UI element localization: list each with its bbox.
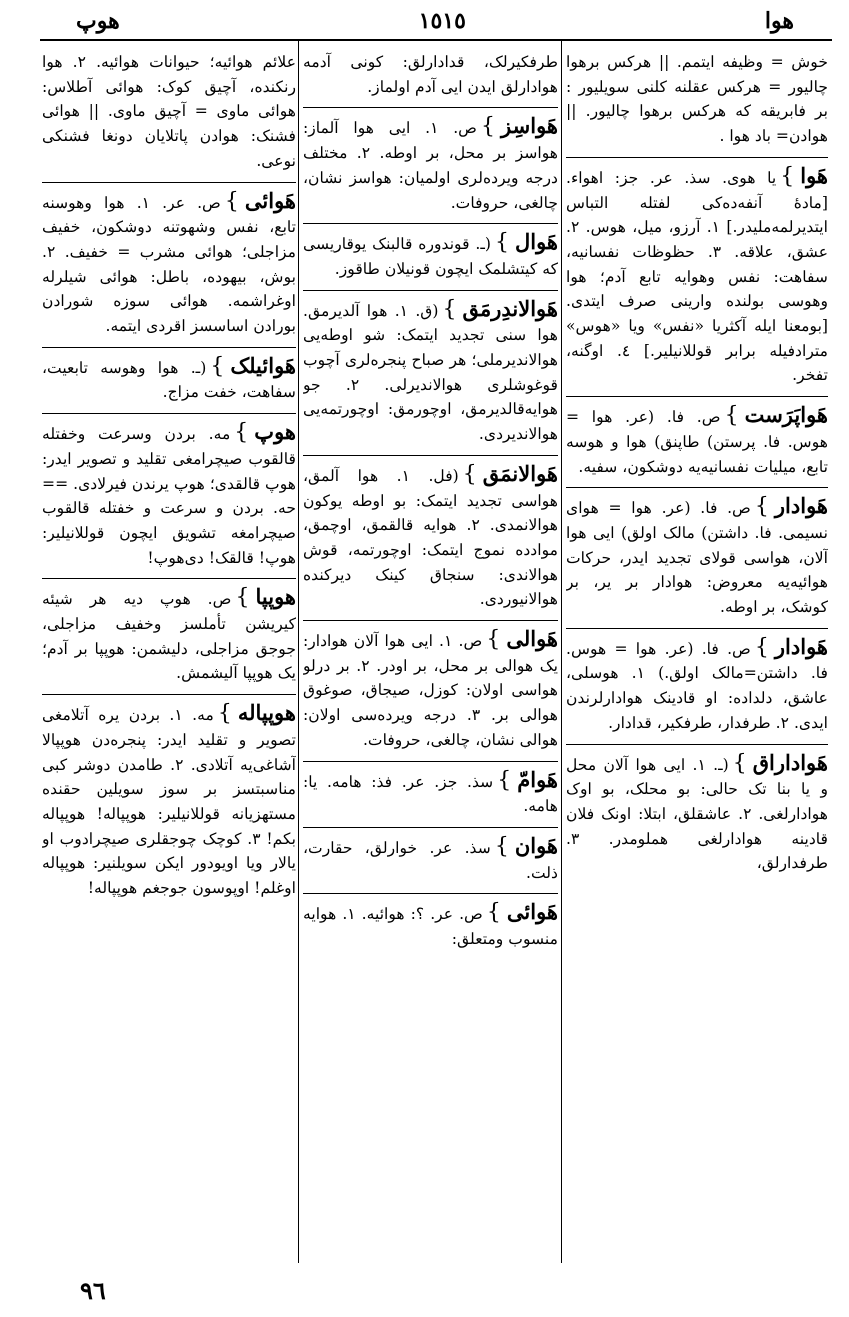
entry-headword: هَوا [800, 162, 828, 188]
entry-definition: خوش = وظیفه ایتمم. || هرکس برهوا چالیور = هرکس عقلنه کلنی سویلیور : بر فابریقه که هرکس برهوا چالیور. ||هوادن= باد هوا . [566, 53, 828, 146]
dictionary-entry [303, 290, 558, 447]
brace-glyph: } [210, 353, 225, 379]
brace-glyph: } [481, 114, 496, 140]
brace-glyph: } [754, 494, 769, 520]
entry-definition: طرفکیرلک، قدادارلق: کونی آدمه هوادارلق ایدن ایی آدم اولماز. [303, 53, 558, 96]
entry-definition: و تصویر ایدر: هوپ قالقدی؛ هوپ یرندن فیرلادی. == حه. بردن و سرعت و خفتله قالقوب صیچرامغه تشویق ایچون قوللانیلیر: هوپ! قالقک! دی‌هوپ! [42, 449, 296, 567]
entry-definition: ١. آرزو، میل، هوس. ٢. عشق، علاقه. ٣. حظوظات نفسانیه، سفاهت: نفس وهوایه تابع آدم؛ هوا وهوسی بولنده وارینی صرف ایتدی. [بومعنا ایله آکثریا «نفس» ویا «هوس» مترادفیله برابر قوللانیلیر.] ٤. اوگنه، تفخر. [566, 218, 828, 385]
dictionary-entry [303, 893, 558, 951]
dictionary-entry [566, 628, 828, 736]
dictionary-entry [566, 157, 828, 388]
entry-headword: هَوامّ [517, 766, 558, 792]
entry-grammar: ص. عر. ١. هوا وهوسنه تابع، نفس وشهوتنه [42, 193, 296, 237]
dictionary-entry [42, 694, 296, 901]
brace-glyph: } [494, 833, 509, 859]
dictionary-entry [42, 48, 296, 174]
brace-glyph: } [724, 403, 739, 429]
entry-grammar: (ـ. قوندوره قالبنک یوقاریسی که کیتشلمک ایچون [303, 235, 558, 278]
entry-grammar: سذ. جز. عر. فذ: هامه. [317, 772, 494, 791]
entry-definition: ایدر: پنجره‌دن هوپپالا آشاغی‌یه آتلادی. ٢. طامدن دوشر کبی مناسبتسز بر سوز سویلین حقنده مستهزیانه قوللانیلیر: هوپپاله! هوپپاله بکم! ٣. کوچک چوجقلری صیچرادوب او یالار ویا اویودور ایکن سویلنیر: هوپپاله اوغلم! اوپوسون جوجغم هوپپاله! [42, 730, 296, 898]
entry-grammar: ص. فا. (عر. هوا = هوس. فا. داشتن=مالک [566, 639, 828, 683]
entry-grammar: (ـ. ١. ایی هوا آلان محل و یا بنا [566, 755, 828, 799]
entry-grammar: ص. فا. (عر. هوا = هوس. فا. پرستن) [566, 408, 828, 451]
dictionary-entry [42, 182, 296, 339]
entry-definition: قونیلان طاقوز. [334, 259, 431, 278]
dictionary-entry [303, 455, 558, 612]
entry-definition: بو اوطه یوکون هوالانمدی. ٢. هوایه قالقمق، اوچمق، موادده نموج ایتمک: اوچورتمه، قوش هوالاندی: سنجاق کینک دیرکنده هوالانیوردی. [303, 491, 558, 609]
entry-grammar: (فل. ١. هوا آلمق، هواسی تجدید ایتمک: [303, 466, 558, 510]
dictionary-entry [303, 620, 558, 753]
page-signature: ٩٦ [80, 1276, 106, 1305]
dictionary-entry [303, 761, 558, 819]
dictionary-entry [566, 744, 828, 877]
brace-glyph: } [486, 627, 501, 653]
entry-definition: طاپنق) هوا و هوسه تابع، میلیات نفسانیه‌یه دوشکون، سفیه. [566, 432, 828, 476]
column-right [566, 48, 828, 1278]
entry-headword: هَوادار [774, 493, 828, 519]
dictionary-entry [566, 396, 828, 479]
header-left-word: هوپ [76, 8, 120, 34]
dictionary-entry [303, 827, 558, 885]
entry-headword: هَوان [514, 832, 558, 858]
brace-glyph: } [497, 767, 512, 793]
dictionary-entry [566, 48, 828, 149]
entry-definition: هوایه منسوب ومتعلق: [303, 905, 558, 949]
entry-headword: هَوالاندِرمَق [462, 295, 558, 321]
header-page-number: ١٥١٥ [418, 8, 466, 34]
column-middle [303, 48, 558, 1278]
entry-headword: هوپپاله [237, 700, 296, 726]
entry-headword: هوپ [254, 419, 296, 445]
brace-glyph: } [732, 750, 747, 776]
entry-grammar: (ـ. هوا وهوسه تابعیت، سفاهت، خفت مزاج. [42, 358, 296, 402]
column-left [42, 48, 296, 1278]
header-right-word: هوا [764, 8, 794, 34]
column-divider-right [561, 41, 562, 1263]
entry-grammar: سذ. عر. خوارلق، حقارت، ذلت. [303, 838, 558, 882]
entry-grammar: ص. ١. ایی هوا آلان هوادار: یک هوالی بر [303, 632, 558, 675]
entry-grammar: مه. بردن وسرعت وخفتله قالقوب صیچرامغی تقلید [42, 425, 296, 468]
brace-glyph: } [224, 188, 239, 214]
entry-definition: سنی تجدید ایتمک: شو اوطه‌یی هوالاندیرملی؛ هر صباح پنجره‌لری آچوب قوغوشلری هوالاندیرلی. ٢. جو هوایه‌قالدیرمق، اوچورمق: اوچورتمه‌یی هوالاندیردی. [303, 326, 558, 444]
dictionary-entry [566, 487, 828, 620]
brace-glyph: } [235, 585, 250, 611]
brace-glyph: } [754, 634, 769, 660]
dictionary-entry [42, 347, 296, 405]
entry-definition: تک حالی: بو محلک، بو اوک هوادارلغی. ٢. عاشقلق، ابتلا: اونک فلان قادینه هوادارلغی هملومدر. ٣. طرفدارلق، [566, 780, 828, 873]
brace-glyph: } [486, 900, 501, 926]
dictionary-entry [303, 223, 558, 281]
entry-headword: هَواسِز [501, 113, 558, 139]
column-divider-left [298, 41, 299, 1263]
entry-headword: هوپپا [255, 584, 296, 610]
entry-headword: هَوائیلک [230, 352, 296, 378]
entry-definition: اولق.) ١. هوسلی، عاشق، دلداده: او قادینک هوادارلرندن ایدی. ٢. طرفدار، طرفکیر، قدادار. [566, 664, 828, 732]
entry-definition: محل، بر اودر. ٢. بر درلو هواسی اولان: کوزل، صیجاق، صوغوق هوالی بر. ٣. درجه ویرده‌سی اولان: هوالی نشان، چالغی، حروفات. [303, 656, 558, 749]
entry-headword: هَوالانمَق [482, 460, 558, 486]
dictionary-entry [303, 107, 558, 215]
entry-headword: هَوالی [506, 626, 558, 652]
entry-definition: علائم هوائیه؛ حیوانات هوائیه. ٢. هوا رنکنده، آچیق کوک: هوائی آطلاس: هوائی ماوی = آچیق ماوی. || هوائی فشنک: هوادن پاتلایان دونغا فشنکی نوعی. [42, 53, 296, 170]
entry-grammar: (ق. ١. هوا آلدیرمق. هوا [303, 301, 558, 345]
entry-definition: یا: هامه. [303, 772, 558, 816]
entry-definition: ٢. مختلف درجه ویرده‌لری اولمیان: هواسز نشان، چالغی، حروفات. [303, 144, 558, 212]
entry-headword: هَوال [514, 229, 558, 255]
brace-glyph: } [494, 230, 509, 256]
entry-grammar: مه. ١. بردن یره آتلامغی تصویر و تقلید [42, 706, 296, 749]
entry-grammar: ص. ١. ایی هوا آلماز: هواسز بر محل، بر اوطه. [303, 119, 558, 163]
entry-definition: دوشکون، خفیف مزاجلی؛ هوائی مشرب = خفیف. ٢. بوش، بیهوده، باطل: هوائی شیلرله اوغراشمه. هوائی سوزه شورادن بورادن اساسسز اقردی ایتمه. [42, 218, 296, 336]
entry-headword: هَوادار [774, 633, 828, 659]
entry-grammar: ص. فا. (عر. هوا = هوای نسیمی. فا. داشتن) [566, 499, 828, 542]
dictionary-entry [42, 578, 296, 686]
entry-grammar: ص. هوپ دیه هر شیئه کیریشن تأملسز وخفیف [42, 590, 296, 634]
entry-headword: هَوائی [506, 899, 558, 925]
brace-glyph: } [462, 461, 477, 487]
brace-glyph: } [442, 296, 457, 322]
brace-glyph: } [234, 420, 249, 446]
header-rule [40, 39, 832, 41]
brace-glyph: } [780, 163, 795, 189]
entry-headword: هَوائی [244, 187, 296, 213]
brace-glyph: } [217, 701, 232, 727]
entry-headword: هَواپَرَست [744, 402, 828, 428]
dictionary-entry [303, 48, 558, 99]
entry-definition: مزاجلی، جوجق مزاجلی، دلیشمن: هوپپا بر آدم؛ یک هوپپا آلیشمش. [42, 615, 296, 683]
page-header [40, 6, 830, 36]
dictionary-entry [42, 413, 296, 570]
entry-grammar: یا هوی. سذ. عر. جز: اهواء. [مادهٔ آنفه‌ده‌کی لفتله التباس ایتدیرلمه‌ملیدر.] [566, 168, 828, 237]
entry-grammar: ص. عر. ؟: هوائیه. ١. [336, 905, 483, 924]
entry-definition: مالک اولق) ایی هوا آلان، هواسی قولای تجدید ایدر، حرکات هوائیه‌یه معروض: هوادار بر یر، بر کوشک، بر اوطه. [566, 523, 828, 617]
entry-headword: هَواداراق [752, 749, 828, 775]
